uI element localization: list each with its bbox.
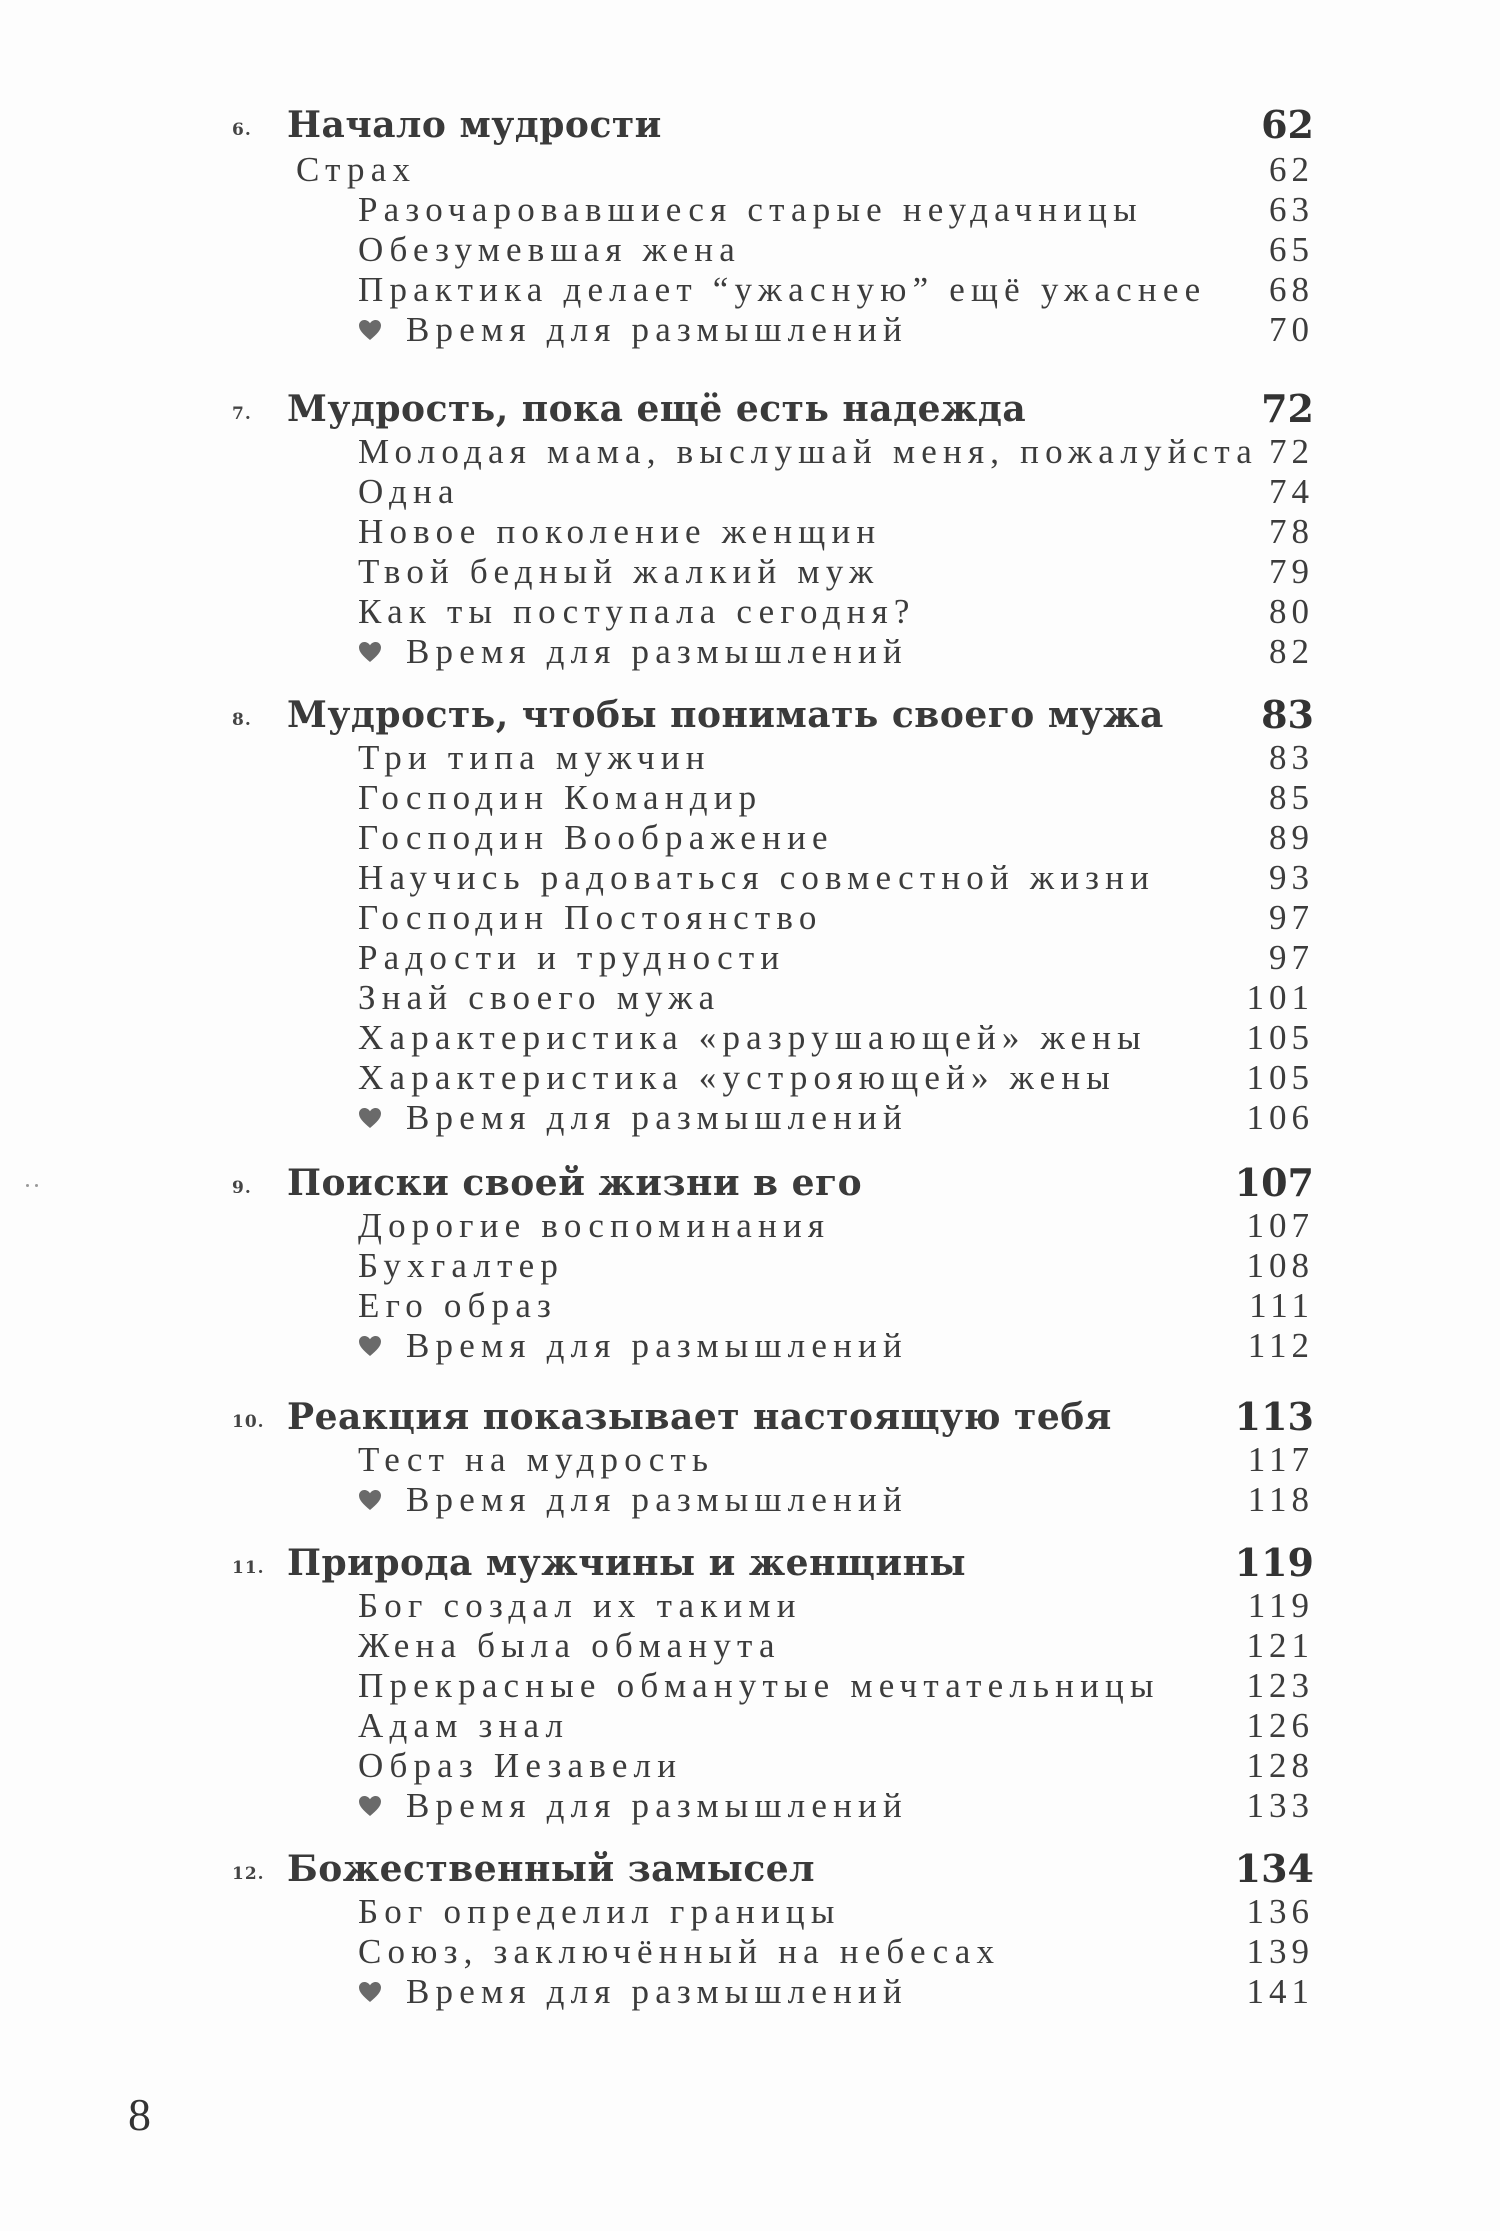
- entry-page-number: 80: [1269, 592, 1314, 631]
- entry-title: Время для размышлений: [406, 1098, 908, 1137]
- entry-page-number: 126: [1246, 1706, 1314, 1745]
- entry-title: Время для размышлений: [406, 1326, 908, 1365]
- toc-entry: [0, 310, 1500, 350]
- entry-page-number: 133: [1246, 1786, 1314, 1825]
- toc-entry: [0, 230, 1500, 270]
- toc-entry: [0, 818, 1500, 858]
- entry-page-number: 128: [1246, 1746, 1314, 1785]
- entry-page-number: 82: [1269, 632, 1314, 671]
- entry-title: Молодая мама, выслушай меня, пожалуйста: [358, 432, 1259, 471]
- heart-icon: [358, 319, 382, 341]
- toc-entry: [0, 898, 1500, 938]
- toc-entry: [0, 1098, 1500, 1138]
- toc-entry: [0, 150, 1500, 190]
- entry-page-number: 89: [1269, 818, 1314, 857]
- entry-page-number: 105: [1246, 1058, 1314, 1097]
- toc-chapter: [0, 1848, 1500, 1896]
- entry-page-number: 108: [1246, 1246, 1314, 1285]
- toc-entry: [0, 512, 1500, 552]
- toc-chapter: [0, 694, 1500, 742]
- chapter-page-number: 62: [1261, 102, 1314, 147]
- entry-page-number: 62: [1269, 150, 1314, 189]
- entry-page-number: 63: [1269, 190, 1314, 229]
- entry-page-number: 97: [1269, 898, 1314, 937]
- chapter-page-number: 72: [1261, 386, 1314, 431]
- toc-chapter: [0, 1396, 1500, 1444]
- chapter-title: Божественный замысел: [287, 1848, 816, 1890]
- toc-entry: [0, 1586, 1500, 1626]
- entry-title: Союз, заключённый на небесах: [358, 1932, 1001, 1971]
- toc-entry: [0, 632, 1500, 672]
- chapter-page-number: 119: [1234, 1540, 1314, 1585]
- toc-entry: [0, 1932, 1500, 1972]
- heart-icon: [358, 1107, 382, 1129]
- chapter-page-number: 134: [1234, 1846, 1314, 1891]
- toc-entry: [0, 472, 1500, 512]
- toc-entry: [0, 1326, 1500, 1366]
- toc-chapter: [0, 388, 1500, 436]
- chapter-number: 9.: [232, 1178, 252, 1198]
- toc-entry: [0, 592, 1500, 632]
- entry-page-number: 121: [1246, 1626, 1314, 1665]
- heart-icon: [358, 1489, 382, 1511]
- entry-page-number: 136: [1246, 1892, 1314, 1931]
- entry-title: Жена была обманута: [358, 1626, 781, 1665]
- entry-page-number: 105: [1246, 1018, 1314, 1057]
- toc-entry: [0, 1286, 1500, 1326]
- toc-entry: [0, 858, 1500, 898]
- toc-entry: [0, 190, 1500, 230]
- toc-entry: [0, 1972, 1500, 2012]
- toc-entry: [0, 1892, 1500, 1932]
- entry-title: Бог определил границы: [358, 1892, 841, 1931]
- toc-entry: [0, 1666, 1500, 1706]
- toc-entry: [0, 1246, 1500, 1286]
- entry-title: Страх: [296, 150, 417, 189]
- toc-entry: [0, 1746, 1500, 1786]
- toc-entry: [0, 938, 1500, 978]
- entry-page-number: 101: [1246, 978, 1314, 1017]
- chapter-page-number: 113: [1234, 1394, 1314, 1439]
- heart-icon: [358, 1981, 382, 2003]
- entry-title: Характеристика «разрушающей» жены: [358, 1018, 1147, 1057]
- entry-page-number: 68: [1269, 270, 1314, 309]
- entry-page-number: 139: [1246, 1932, 1314, 1971]
- entry-title: Одна: [358, 472, 460, 511]
- entry-title: Характеристика «устрояющей» жены: [358, 1058, 1116, 1097]
- entry-page-number: 111: [1249, 1286, 1314, 1325]
- entry-title: Обезумевшая жена: [358, 230, 741, 269]
- entry-page-number: 97: [1269, 938, 1314, 977]
- entry-title: Господин Воображение: [358, 818, 834, 857]
- entry-title: Радости и трудности: [358, 938, 786, 977]
- chapter-number: 8.: [232, 710, 252, 730]
- chapter-number: 10.: [232, 1412, 265, 1432]
- chapter-number: 7.: [232, 404, 252, 424]
- chapter-number: 12.: [232, 1864, 265, 1884]
- chapter-title: Природа мужчины и женщины: [287, 1542, 967, 1584]
- entry-page-number: 117: [1247, 1440, 1314, 1479]
- chapter-number: 6.: [232, 120, 252, 140]
- chapter-number: 11.: [232, 1558, 265, 1578]
- toc-entry: [0, 1018, 1500, 1058]
- entry-title: Дорогие воспоминания: [358, 1206, 831, 1245]
- entry-title: Прекрасные обманутые мечтательницы: [358, 1666, 1160, 1705]
- entry-title: Время для размышлений: [406, 310, 908, 349]
- entry-page-number: 112: [1247, 1326, 1314, 1365]
- toc-entry: [0, 1440, 1500, 1480]
- entry-title: Научись радоваться совместной жизни: [358, 858, 1156, 897]
- entry-page-number: 106: [1246, 1098, 1314, 1137]
- scan-specks: [26, 1184, 40, 1190]
- chapter-title: Начало мудрости: [287, 104, 662, 146]
- entry-title: Время для размышлений: [406, 1786, 908, 1825]
- chapter-title: Поиски своей жизни в его: [287, 1162, 863, 1204]
- entry-page-number: 72: [1269, 432, 1314, 471]
- entry-page-number: 141: [1246, 1972, 1314, 2011]
- entry-title: Время для размышлений: [406, 632, 908, 671]
- toc-entry: [0, 432, 1500, 472]
- entry-title: Время для размышлений: [406, 1972, 908, 2011]
- chapter-page-number: 83: [1261, 692, 1314, 737]
- toc-entry: [0, 1786, 1500, 1826]
- entry-title: Время для размышлений: [406, 1480, 908, 1519]
- page-number: 8: [128, 2089, 151, 2140]
- entry-title: Тест на мудрость: [358, 1440, 715, 1479]
- entry-title: Знай своего мужа: [358, 978, 721, 1017]
- toc-entry: [0, 270, 1500, 310]
- entry-page-number: 74: [1269, 472, 1314, 511]
- chapter-page-number: 107: [1234, 1160, 1314, 1205]
- entry-title: Образ Иезавели: [358, 1746, 683, 1785]
- entry-page-number: 93: [1269, 858, 1314, 897]
- entry-title: Бог создал их такими: [358, 1586, 802, 1625]
- heart-icon: [358, 641, 382, 663]
- entry-title: Практика делает “ужасную” ещё ужаснее: [358, 270, 1207, 309]
- entry-title: Как ты поступала сегодня?: [358, 592, 916, 631]
- toc-entry: [0, 1206, 1500, 1246]
- toc-entry: [0, 738, 1500, 778]
- toc-entry: [0, 1626, 1500, 1666]
- toc-entry: [0, 552, 1500, 592]
- entry-page-number: 85: [1269, 778, 1314, 817]
- toc-entry: [0, 1058, 1500, 1098]
- heart-icon: [358, 1795, 382, 1817]
- entry-title: Твой бедный жалкий муж: [358, 552, 880, 591]
- entry-title: Новое поколение женщин: [358, 512, 882, 551]
- toc-entry: [0, 1706, 1500, 1746]
- toc-entry: [0, 778, 1500, 818]
- entry-page-number: 123: [1246, 1666, 1314, 1705]
- chapter-title: Мудрость, пока ещё есть надежда: [287, 388, 1027, 430]
- entry-title: Господин Командир: [358, 778, 763, 817]
- entry-title: Господин Постоянство: [358, 898, 823, 937]
- toc-entry: [0, 1480, 1500, 1520]
- toc-chapter: [0, 104, 1500, 152]
- entry-page-number: 107: [1246, 1206, 1314, 1245]
- entry-page-number: 70: [1269, 310, 1314, 349]
- entry-page-number: 78: [1269, 512, 1314, 551]
- entry-title: Его образ: [358, 1286, 558, 1325]
- entry-title: Три типа мужчин: [358, 738, 711, 777]
- entry-page-number: 65: [1269, 230, 1314, 269]
- toc-entry: [0, 978, 1500, 1018]
- entry-title: Адам знал: [358, 1706, 570, 1745]
- toc-chapter: [0, 1162, 1500, 1210]
- entry-page-number: 83: [1269, 738, 1314, 777]
- entry-page-number: 118: [1247, 1480, 1314, 1519]
- entry-title: Разочаровавшиеся старые неудачницы: [358, 190, 1143, 229]
- entry-page-number: 119: [1247, 1586, 1314, 1625]
- heart-icon: [358, 1335, 382, 1357]
- entry-title: Бухгалтер: [358, 1246, 565, 1285]
- chapter-title: Реакция показывает настоящую тебя: [287, 1396, 1112, 1438]
- entry-page-number: 79: [1269, 552, 1314, 591]
- chapter-title: Мудрость, чтобы понимать своего мужа: [287, 694, 1164, 736]
- toc-chapter: [0, 1542, 1500, 1590]
